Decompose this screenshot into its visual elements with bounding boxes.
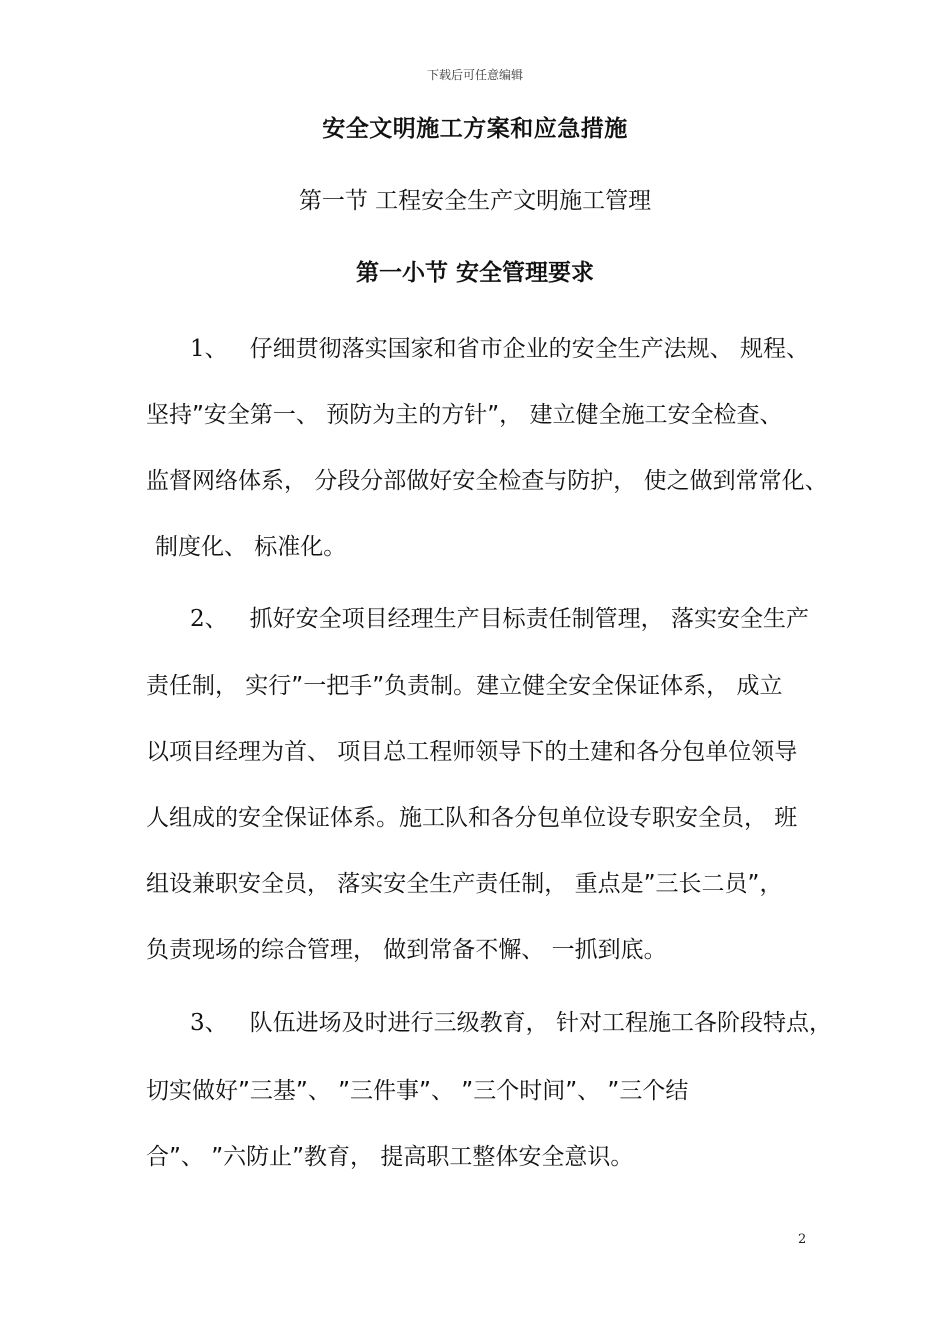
paragraph-1-line-2: 坚持”安全第一、 预防为主的方针”， 建立健全施工安全检查、 — [146, 402, 783, 428]
paragraph-2-number: 2、 — [190, 606, 228, 632]
paragraph-1-line-1: 仔细贯彻落实国家和省市企业的安全生产法规、 规程、 — [249, 336, 809, 362]
paragraph-2-line-6: 负责现场的综合管理， 做到常备不懈、 一抓到底。 — [146, 937, 667, 963]
paragraph-2-line-4: 人组成的安全保证体系。施工队和各分包单位设专职安全员， 班 — [146, 805, 798, 831]
paragraph-3-line-2: 切实做好”三基”、 ”三件事”、 ”三个时间”、 ”三个结 — [146, 1078, 689, 1104]
document-title: 安全文明施工方案和应急措施 — [322, 116, 628, 142]
paragraph-3-number: 3、 — [190, 1010, 228, 1036]
paragraph-2-line-3: 以项目经理为首、 项目总工程师领导下的土建和各分包单位领导 — [146, 739, 798, 765]
paragraph-2-line-1: 抓好安全项目经理生产目标责任制管理， 落实安全生产 — [249, 606, 809, 632]
paragraph-2-first-line — [190, 604, 809, 634]
section-title: 第一节 工程安全生产文明施工管理 — [298, 188, 652, 214]
paragraph-1-line-3: 监督网络体系， 分段分部做好安全检查与防护， 使之做到常常化、 — [146, 468, 828, 494]
header-note: 下载后可任意编辑 — [426, 68, 523, 82]
paragraph-3-line-1: 队伍进场及时进行三级教育， 针对工程施工各阶段特点， — [249, 1010, 832, 1036]
paragraph-3-first-line — [190, 1008, 832, 1038]
paragraph-2-line-2: 责任制， 实行”一把手”负责制。建立健全安全保证体系， 成立 — [146, 673, 783, 699]
subsection-title: 第一小节 安全管理要求 — [355, 260, 594, 286]
paragraph-1-number: 1、 — [190, 336, 228, 362]
paragraph-1-first-line — [190, 334, 809, 364]
paragraph-2-line-5: 组设兼职安全员， 落实安全生产责任制， 重点是”三长二员”， — [146, 871, 783, 897]
paragraph-1-line-4: 制度化、 标准化。 — [155, 534, 347, 560]
paragraph-3-line-3: 合”、 ”六防止”教育， 提高职工整体安全意识。 — [146, 1144, 634, 1170]
page-number: 2 — [798, 1232, 807, 1247]
